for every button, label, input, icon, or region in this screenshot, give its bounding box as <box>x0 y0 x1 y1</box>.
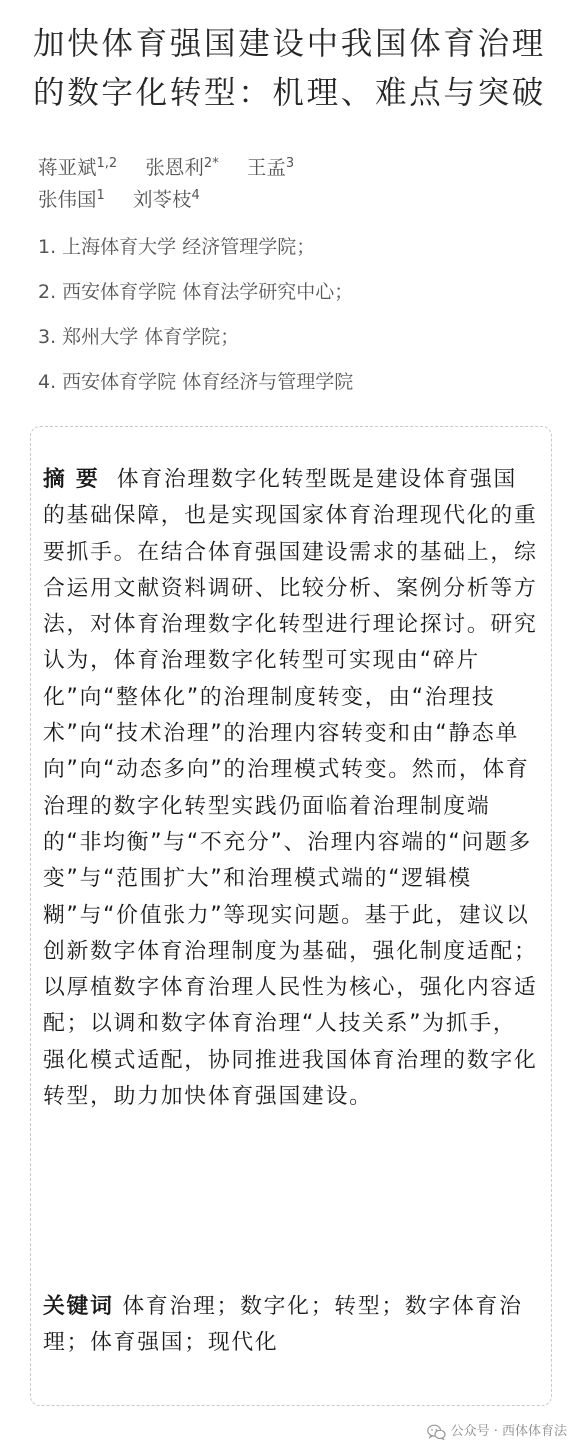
author <box>133 184 200 216</box>
author <box>38 184 105 216</box>
author-affiliation-mark: 1,2 <box>96 156 118 171</box>
source-footer <box>427 1420 567 1444</box>
abstract-box <box>30 426 552 1406</box>
affiliation-item: 2. 西安体育学院 体育法学研究中心； <box>38 281 354 303</box>
author-list <box>38 152 558 216</box>
wechat-icon <box>427 1424 446 1440</box>
affiliation-item: 1. 上海体育大学 经济管理学院； <box>38 236 316 258</box>
keywords <box>43 1289 540 1362</box>
abstract-label: 摘 要 <box>43 467 100 492</box>
keywords-label: 关键词 <box>43 1294 114 1319</box>
article-title: 加快体育强国建设中我国体育治理的数字化转型：机理、难点与突破 <box>33 26 547 111</box>
author-name: 王孟 <box>246 156 286 179</box>
keywords-text: 体育治理；数字化；转型；数字体育治理；体育强国；现代化 <box>43 1294 523 1356</box>
footer-source-text: 公众号 · 西体体育法 <box>450 1424 567 1439</box>
author-affiliation-mark: 4 <box>191 188 200 203</box>
author-affiliation-mark: 3 <box>285 156 295 171</box>
author <box>38 152 117 184</box>
affiliation-item: 4. 西安体育学院 体育经济与管理学院 <box>38 371 354 393</box>
author-name: 蒋亚斌 <box>38 156 97 179</box>
author <box>145 152 218 184</box>
affiliation-item: 3. 郑州大学 体育学院； <box>38 326 240 348</box>
author-affiliation-mark: 1 <box>96 188 105 203</box>
author-name: 张伟国 <box>38 188 97 211</box>
abstract-text: 体育治理数字化转型既是建设体育强国的基础保障，也是实现国家体育治理现代化的重要抓手。在结合体育强国建设需求的基础上，综合运用文献资料调研、比较分析、案例分析等方法，对体育治理数字化转型进行理论探讨。研究认为，体育治理数字化转型可实现由“碎片化”向“整体化”的治理制度转变，由“治理技术”向“技术治理”的治理内容转变和由“静态单向”向“动态多向”的治理模式转变。然而，体育治理的数字化转型实践仍面临着治理制度端的“非均衡”与“不充分”、治理内容端的“问题多变”与“范围扩大”和治理模式端的“逻辑模糊”与“价值张力”等现实问题。基于此，建议以创新数字体育治理制度为基础，强化制度适配；以厚植数字体育治理人民性为核心，强化内容适配；以调和数字体育治理“人技关系”为抓手，强化模式适配，协同推进我国体育治理的数字化转型，助力加快体育强国建设。 <box>43 467 538 1110</box>
affiliation-list <box>38 229 558 409</box>
abstract <box>43 462 540 1115</box>
author-name: 刘苓枝 <box>133 188 192 211</box>
author <box>247 152 294 184</box>
author-affiliation-mark: 2* <box>203 156 219 171</box>
author-name: 张恩利 <box>145 156 204 179</box>
